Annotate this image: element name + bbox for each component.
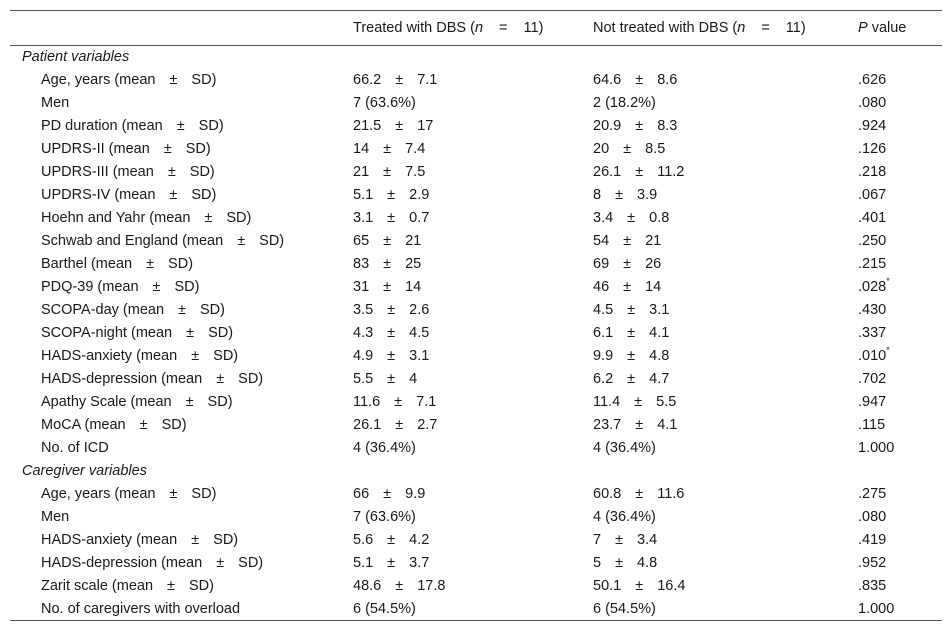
- p-value-cell: [858, 483, 942, 506]
- table-body: [10, 46, 942, 621]
- p-value-cell: [858, 437, 942, 460]
- treated-value: 4 (36.4%): [353, 440, 416, 456]
- p-value: .430: [858, 302, 887, 318]
- row-label: No. of caregivers with overload: [10, 598, 353, 621]
- not-treated-value: 4.5 ± 3.1: [593, 302, 670, 318]
- treated-value: 4.9 ± 3.1: [353, 348, 430, 364]
- not-treated-value: 6 (54.5%): [593, 598, 858, 621]
- row-label: HADS-depression (mean ± SD): [41, 555, 264, 571]
- p-value: .215: [858, 256, 887, 272]
- treated-value: 7 (63.6%): [353, 95, 416, 111]
- p-value: 1.000: [858, 600, 895, 617]
- not-treated-value: 6.1 ± 4.1: [593, 325, 670, 341]
- p-value-cell: [858, 184, 942, 207]
- p-value: .835: [858, 578, 887, 594]
- table-row: [10, 506, 942, 529]
- row-label: Apathy Scale (mean ± SD): [41, 394, 233, 410]
- row-label: PD duration (mean ± SD): [41, 118, 224, 134]
- treated-value: 5.6 ± 4.2: [353, 532, 430, 548]
- section-row: [10, 46, 942, 69]
- table-row: [10, 207, 942, 230]
- p-value: .218: [858, 164, 887, 180]
- row-label: MoCA (mean ± SD): [41, 417, 187, 433]
- treated-value: 21.5 ± 17: [353, 118, 434, 134]
- p-value-cell: [858, 138, 942, 161]
- treated-value: 3.1 ± 0.7: [353, 210, 430, 226]
- not-treated-value: 5 ± 4.8: [593, 555, 658, 571]
- not-treated-value: 7 ± 3.4: [593, 532, 658, 548]
- row-label: SCOPA-day (mean ± SD): [41, 302, 225, 318]
- not-treated-value: 50.1 ± 16.4: [593, 578, 686, 594]
- section-title: Patient variables: [22, 49, 130, 66]
- section-row: [10, 460, 942, 483]
- not-treated-value: 69 ± 26: [593, 256, 662, 272]
- treated-value: 5.1 ± 2.9: [353, 187, 430, 203]
- p-value: .626: [858, 72, 887, 88]
- treated-value: 6 (54.5%): [353, 598, 593, 621]
- not-treated-value: 60.8 ± 11.6: [593, 486, 685, 502]
- row-label: Schwab and England (mean ± SD): [41, 233, 285, 249]
- p-value: .401: [858, 210, 887, 226]
- row-label: HADS-depression (mean ± SD): [41, 371, 264, 387]
- table-row: [10, 230, 942, 253]
- treated-value: 48.6 ± 17.8: [353, 578, 446, 594]
- p-value: .080: [858, 95, 887, 111]
- p-value: .337: [858, 325, 887, 341]
- not-treated-value: 11.4 ± 5.5: [593, 394, 677, 410]
- row-label: UPDRS-IV (mean ± SD): [41, 187, 217, 203]
- p-value-cell: [858, 92, 942, 115]
- table-row: [10, 391, 942, 414]
- treated-value: 83 ± 25: [353, 256, 422, 272]
- p-value: .028: [858, 279, 887, 295]
- p-value: .419: [858, 532, 887, 548]
- table-row: [10, 575, 942, 598]
- p-value: .924: [858, 118, 887, 134]
- header-treated: Treated with DBS (n = 11): [353, 11, 593, 46]
- header-p-value: P value: [858, 11, 942, 46]
- table-row: [10, 414, 942, 437]
- row-label: UPDRS-II (mean ± SD): [41, 141, 211, 157]
- treated-value: 5.5 ± 4: [353, 371, 418, 387]
- not-treated-value: 2 (18.2%): [593, 95, 656, 111]
- p-value: .702: [858, 371, 887, 387]
- p-value-cell: [858, 391, 942, 414]
- p-value-cell: [858, 276, 942, 299]
- not-treated-value: 20.9 ± 8.3: [593, 118, 678, 134]
- row-label: Barthel (mean ± SD): [41, 256, 194, 272]
- not-treated-value: 6.2 ± 4.7: [593, 371, 670, 387]
- row-label: Men: [41, 95, 70, 111]
- treated-value: 66.2 ± 7.1: [353, 72, 438, 88]
- table-row: [10, 276, 942, 299]
- table-row: [10, 161, 942, 184]
- comparison-table: [10, 10, 942, 621]
- treated-value: 7 (63.6%): [353, 509, 416, 525]
- header-row: [10, 11, 942, 46]
- table-row: [10, 598, 942, 621]
- p-value-cell: [858, 299, 942, 322]
- p-value: .250: [858, 233, 887, 249]
- row-label: Men: [41, 509, 70, 525]
- not-treated-value: 46 ± 14: [593, 279, 662, 295]
- treated-value: 26.1 ± 2.7: [353, 417, 438, 433]
- row-label: No. of ICD: [41, 440, 109, 456]
- not-treated-value: 9.9 ± 4.8: [593, 348, 670, 364]
- p-value-cell: [858, 161, 942, 184]
- table-row: [10, 253, 942, 276]
- p-value-cell: [858, 598, 942, 621]
- not-treated-value: 20 ± 8.5: [593, 141, 666, 157]
- p-value: .010: [858, 348, 887, 364]
- table-row: [10, 115, 942, 138]
- significance-marker: *: [886, 276, 890, 286]
- treated-value: 65 ± 21: [353, 233, 422, 249]
- table-row: [10, 92, 942, 115]
- section-title: Caregiver variables: [22, 463, 147, 479]
- p-value: 1.000: [858, 440, 895, 456]
- p-value: .126: [858, 141, 887, 157]
- treated-value: 4.3 ± 4.5: [353, 325, 430, 341]
- table-row: [10, 299, 942, 322]
- p-value-cell: [858, 207, 942, 230]
- significance-marker: *: [886, 345, 890, 355]
- row-label: UPDRS-III (mean ± SD): [41, 164, 215, 180]
- header-not-treated: Not treated with DBS (n = 11): [593, 11, 858, 46]
- p-value-cell: [858, 253, 942, 276]
- p-value-cell: [858, 552, 942, 575]
- treated-value: 14 ± 7.4: [353, 141, 426, 157]
- p-value: .952: [858, 555, 887, 571]
- table-row: [10, 529, 942, 552]
- header-variable: [10, 11, 353, 46]
- not-treated-value: 4 (36.4%): [593, 509, 656, 525]
- treated-value: 3.5 ± 2.6: [353, 302, 430, 318]
- table-row: [10, 138, 942, 161]
- p-value-cell: [858, 230, 942, 253]
- p-value: .947: [858, 394, 887, 410]
- not-treated-value: 64.6 ± 8.6: [593, 72, 678, 88]
- table-row: [10, 437, 942, 460]
- table-row: [10, 69, 942, 92]
- p-value-cell: [858, 506, 942, 529]
- not-treated-value: 54 ± 21: [593, 233, 662, 249]
- table-row: [10, 345, 942, 368]
- row-label: Age, years (mean ± SD): [41, 486, 217, 502]
- row-label: HADS-anxiety (mean ± SD): [41, 348, 239, 364]
- not-treated-value: 26.1 ± 11.2: [593, 164, 685, 180]
- treated-value: 31 ± 14: [353, 279, 422, 295]
- table-row: [10, 322, 942, 345]
- row-label: PDQ-39 (mean ± SD): [41, 279, 200, 295]
- treated-value: 66 ± 9.9: [353, 486, 426, 502]
- p-value-cell: [858, 322, 942, 345]
- row-label: SCOPA-night (mean ± SD): [41, 325, 234, 341]
- p-value: .080: [858, 509, 887, 525]
- treated-value: 21 ± 7.5: [353, 164, 426, 180]
- p-value: .115: [858, 417, 886, 433]
- p-value-cell: [858, 368, 942, 391]
- table-row: [10, 184, 942, 207]
- p-value-cell: [858, 69, 942, 92]
- treated-value: 11.6 ± 7.1: [353, 394, 437, 410]
- p-value-cell: [858, 575, 942, 598]
- table-row: [10, 368, 942, 391]
- p-value-cell: [858, 345, 942, 368]
- p-value-cell: [858, 115, 942, 138]
- table-row: [10, 483, 942, 506]
- p-value: .067: [858, 187, 887, 203]
- p-value-cell: [858, 529, 942, 552]
- not-treated-value: 8 ± 3.9: [593, 187, 658, 203]
- table-row: [10, 552, 942, 575]
- treated-value: 5.1 ± 3.7: [353, 555, 430, 571]
- table-header: [10, 11, 942, 46]
- row-label: HADS-anxiety (mean ± SD): [41, 532, 239, 548]
- p-value: .275: [858, 486, 887, 502]
- row-label: Zarit scale (mean ± SD): [41, 578, 214, 594]
- row-label: Hoehn and Yahr (mean ± SD): [41, 210, 252, 226]
- p-value-cell: [858, 414, 942, 437]
- not-treated-value: 23.7 ± 4.1: [593, 417, 678, 433]
- not-treated-value: 4 (36.4%): [593, 440, 656, 456]
- not-treated-value: 3.4 ± 0.8: [593, 210, 670, 226]
- row-label: Age, years (mean ± SD): [41, 72, 217, 88]
